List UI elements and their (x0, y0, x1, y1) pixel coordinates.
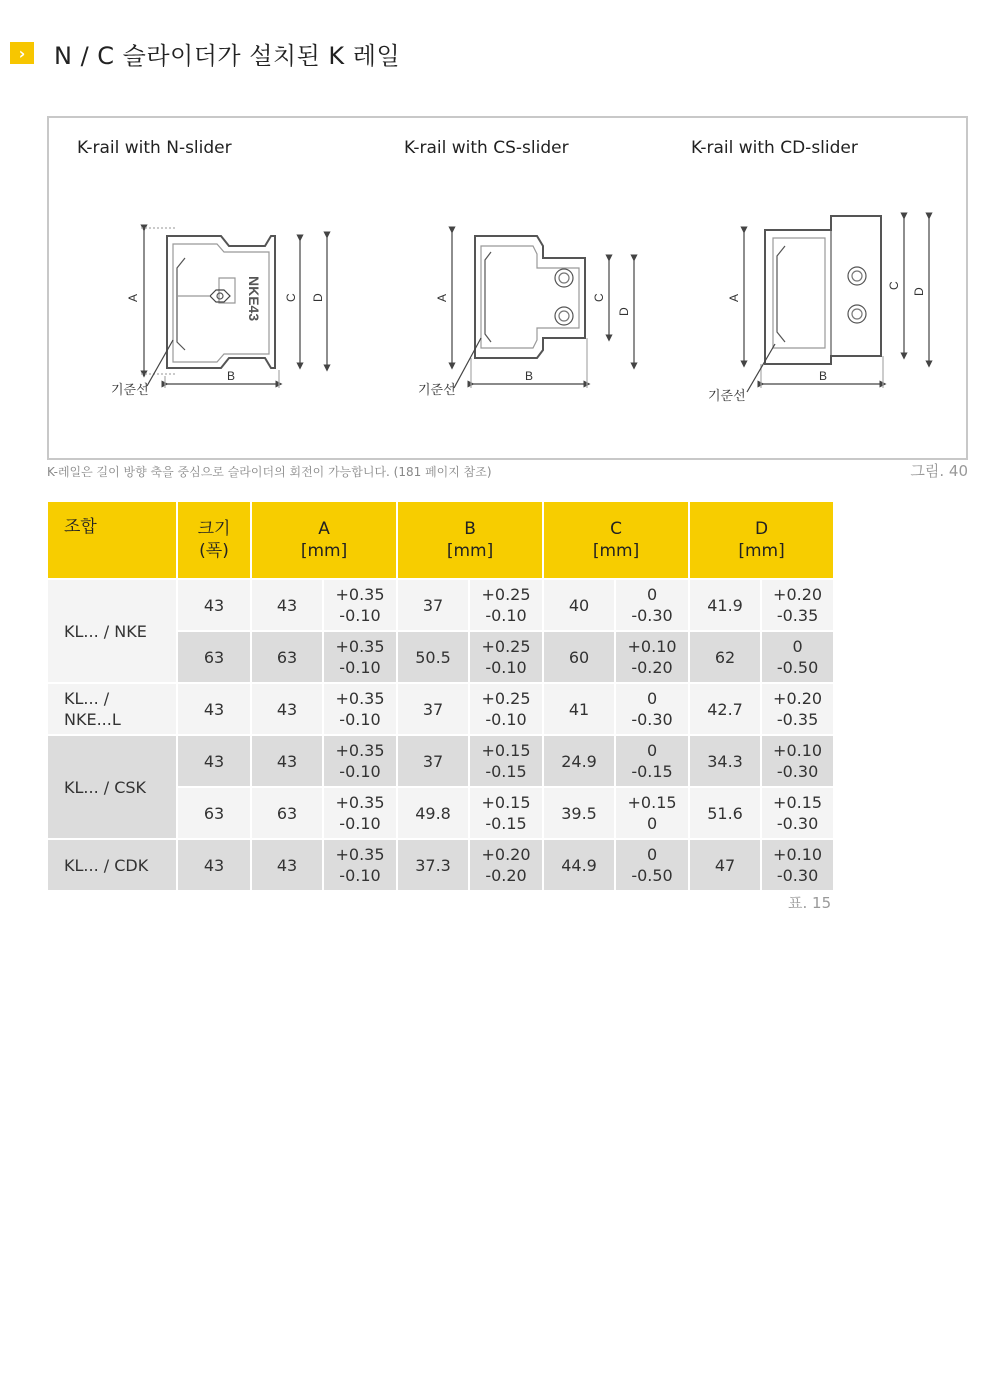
b-tolerance: +0.25 -0.10 (469, 579, 543, 631)
c-value: 24.9 (543, 735, 615, 787)
b-value: 49.8 (397, 787, 469, 839)
a-value: 63 (251, 631, 323, 683)
c-tolerance: 0 -0.15 (615, 735, 689, 787)
c-value: 39.5 (543, 787, 615, 839)
size-cell: 43 (177, 839, 251, 891)
a-tolerance: +0.35 -0.10 (323, 683, 397, 735)
c-tolerance: 0 -0.50 (615, 839, 689, 891)
header-d: D [mm] (689, 501, 834, 579)
dim-label: D (617, 307, 631, 316)
combo-cell: KL... / CSK (47, 735, 177, 839)
dim-label: C (887, 281, 901, 290)
cs-slider-drawing (452, 230, 634, 388)
reference-label: 기준선 (418, 382, 456, 397)
b-value: 37 (397, 683, 469, 735)
a-tolerance: +0.35 -0.10 (323, 839, 397, 891)
a-value: 63 (251, 787, 323, 839)
b-tolerance: +0.15 -0.15 (469, 787, 543, 839)
b-value: 37 (397, 579, 469, 631)
chevron-right-icon: › (10, 42, 34, 64)
c-value: 44.9 (543, 839, 615, 891)
header-c: C [mm] (543, 501, 689, 579)
c-value: 40 (543, 579, 615, 631)
d-tolerance: +0.20 -0.35 (761, 579, 834, 631)
a-value: 43 (251, 735, 323, 787)
figure-label-cd-slider: K-rail with CD-slider (691, 138, 858, 158)
dim-label: B (525, 369, 534, 383)
a-value: 43 (251, 579, 323, 631)
b-value: 37 (397, 735, 469, 787)
a-value: 43 (251, 839, 323, 891)
header-a: A [mm] (251, 501, 397, 579)
a-tolerance: +0.35 -0.10 (323, 631, 397, 683)
c-tolerance: 0 -0.30 (615, 683, 689, 735)
d-value: 34.3 (689, 735, 761, 787)
size-cell: 43 (177, 683, 251, 735)
cd-slider-drawing (744, 216, 929, 392)
header-combo: 조합 (47, 501, 177, 579)
figure-caption: K-레일은 길이 방향 축을 중심으로 슬라이더의 회전이 가능합니다. (181 페이지 참조) (47, 465, 492, 479)
header-size: 크기 (폭) (177, 501, 251, 579)
combo-cell: KL... / NKE...L (47, 683, 177, 735)
page-title: N / C 슬라이더가 설치된 K 레일 (54, 41, 401, 70)
table-row (47, 735, 834, 787)
dim-label: C (284, 293, 298, 302)
size-cell: 63 (177, 631, 251, 683)
d-tolerance: +0.20 -0.35 (761, 683, 834, 735)
d-value: 47 (689, 839, 761, 891)
dim-label: D (912, 287, 926, 296)
dim-label: A (435, 293, 449, 302)
table-header-row (47, 501, 834, 579)
figure-label-n-slider: K-rail with N-slider (77, 138, 232, 158)
size-cell: 43 (177, 579, 251, 631)
spec-table (46, 500, 835, 892)
combo-cell: KL... / NKE (47, 579, 177, 683)
figure-label-cs-slider: K-rail with CS-slider (404, 138, 569, 158)
dim-label: A (126, 293, 140, 302)
d-value: 42.7 (689, 683, 761, 735)
dim-label: D (311, 293, 325, 302)
reference-label: 기준선 (708, 388, 746, 403)
a-tolerance: +0.35 -0.10 (323, 787, 397, 839)
dim-label: A (727, 293, 741, 302)
d-value: 41.9 (689, 579, 761, 631)
combo-cell: KL... / CDK (47, 839, 177, 891)
c-value: 60 (543, 631, 615, 683)
b-tolerance: +0.15 -0.15 (469, 735, 543, 787)
a-value: 43 (251, 683, 323, 735)
a-tolerance: +0.35 -0.10 (323, 735, 397, 787)
section-title (10, 36, 400, 70)
c-tolerance: 0 -0.30 (615, 579, 689, 631)
dim-label: B (819, 369, 828, 383)
slider-marking: NKE43 (246, 276, 262, 322)
figure-number: 그림. 40 (910, 462, 968, 480)
dim-label: B (227, 369, 236, 383)
header-b: B [mm] (397, 501, 543, 579)
table-number: 표. 15 (788, 894, 832, 912)
size-cell: 63 (177, 787, 251, 839)
b-value: 50.5 (397, 631, 469, 683)
a-tolerance: +0.35 -0.10 (323, 579, 397, 631)
k-rail-drawings (49, 118, 966, 458)
d-tolerance: +0.10 -0.30 (761, 735, 834, 787)
dim-label: C (592, 293, 606, 302)
c-tolerance: +0.15 0 (615, 787, 689, 839)
size-cell: 43 (177, 735, 251, 787)
d-tolerance: +0.10 -0.30 (761, 839, 834, 891)
table-row (47, 839, 834, 891)
d-tolerance: +0.15 -0.30 (761, 787, 834, 839)
b-tolerance: +0.20 -0.20 (469, 839, 543, 891)
c-tolerance: +0.10 -0.20 (615, 631, 689, 683)
b-value: 37.3 (397, 839, 469, 891)
reference-label: 기준선 (111, 382, 149, 397)
n-slider-drawing (141, 228, 327, 388)
d-value: 62 (689, 631, 761, 683)
d-value: 51.6 (689, 787, 761, 839)
d-tolerance: 0 -0.50 (761, 631, 834, 683)
table-row (47, 579, 834, 631)
figure-panel (47, 116, 968, 460)
c-value: 41 (543, 683, 615, 735)
b-tolerance: +0.25 -0.10 (469, 683, 543, 735)
b-tolerance: +0.25 -0.10 (469, 631, 543, 683)
table-row (47, 683, 834, 735)
